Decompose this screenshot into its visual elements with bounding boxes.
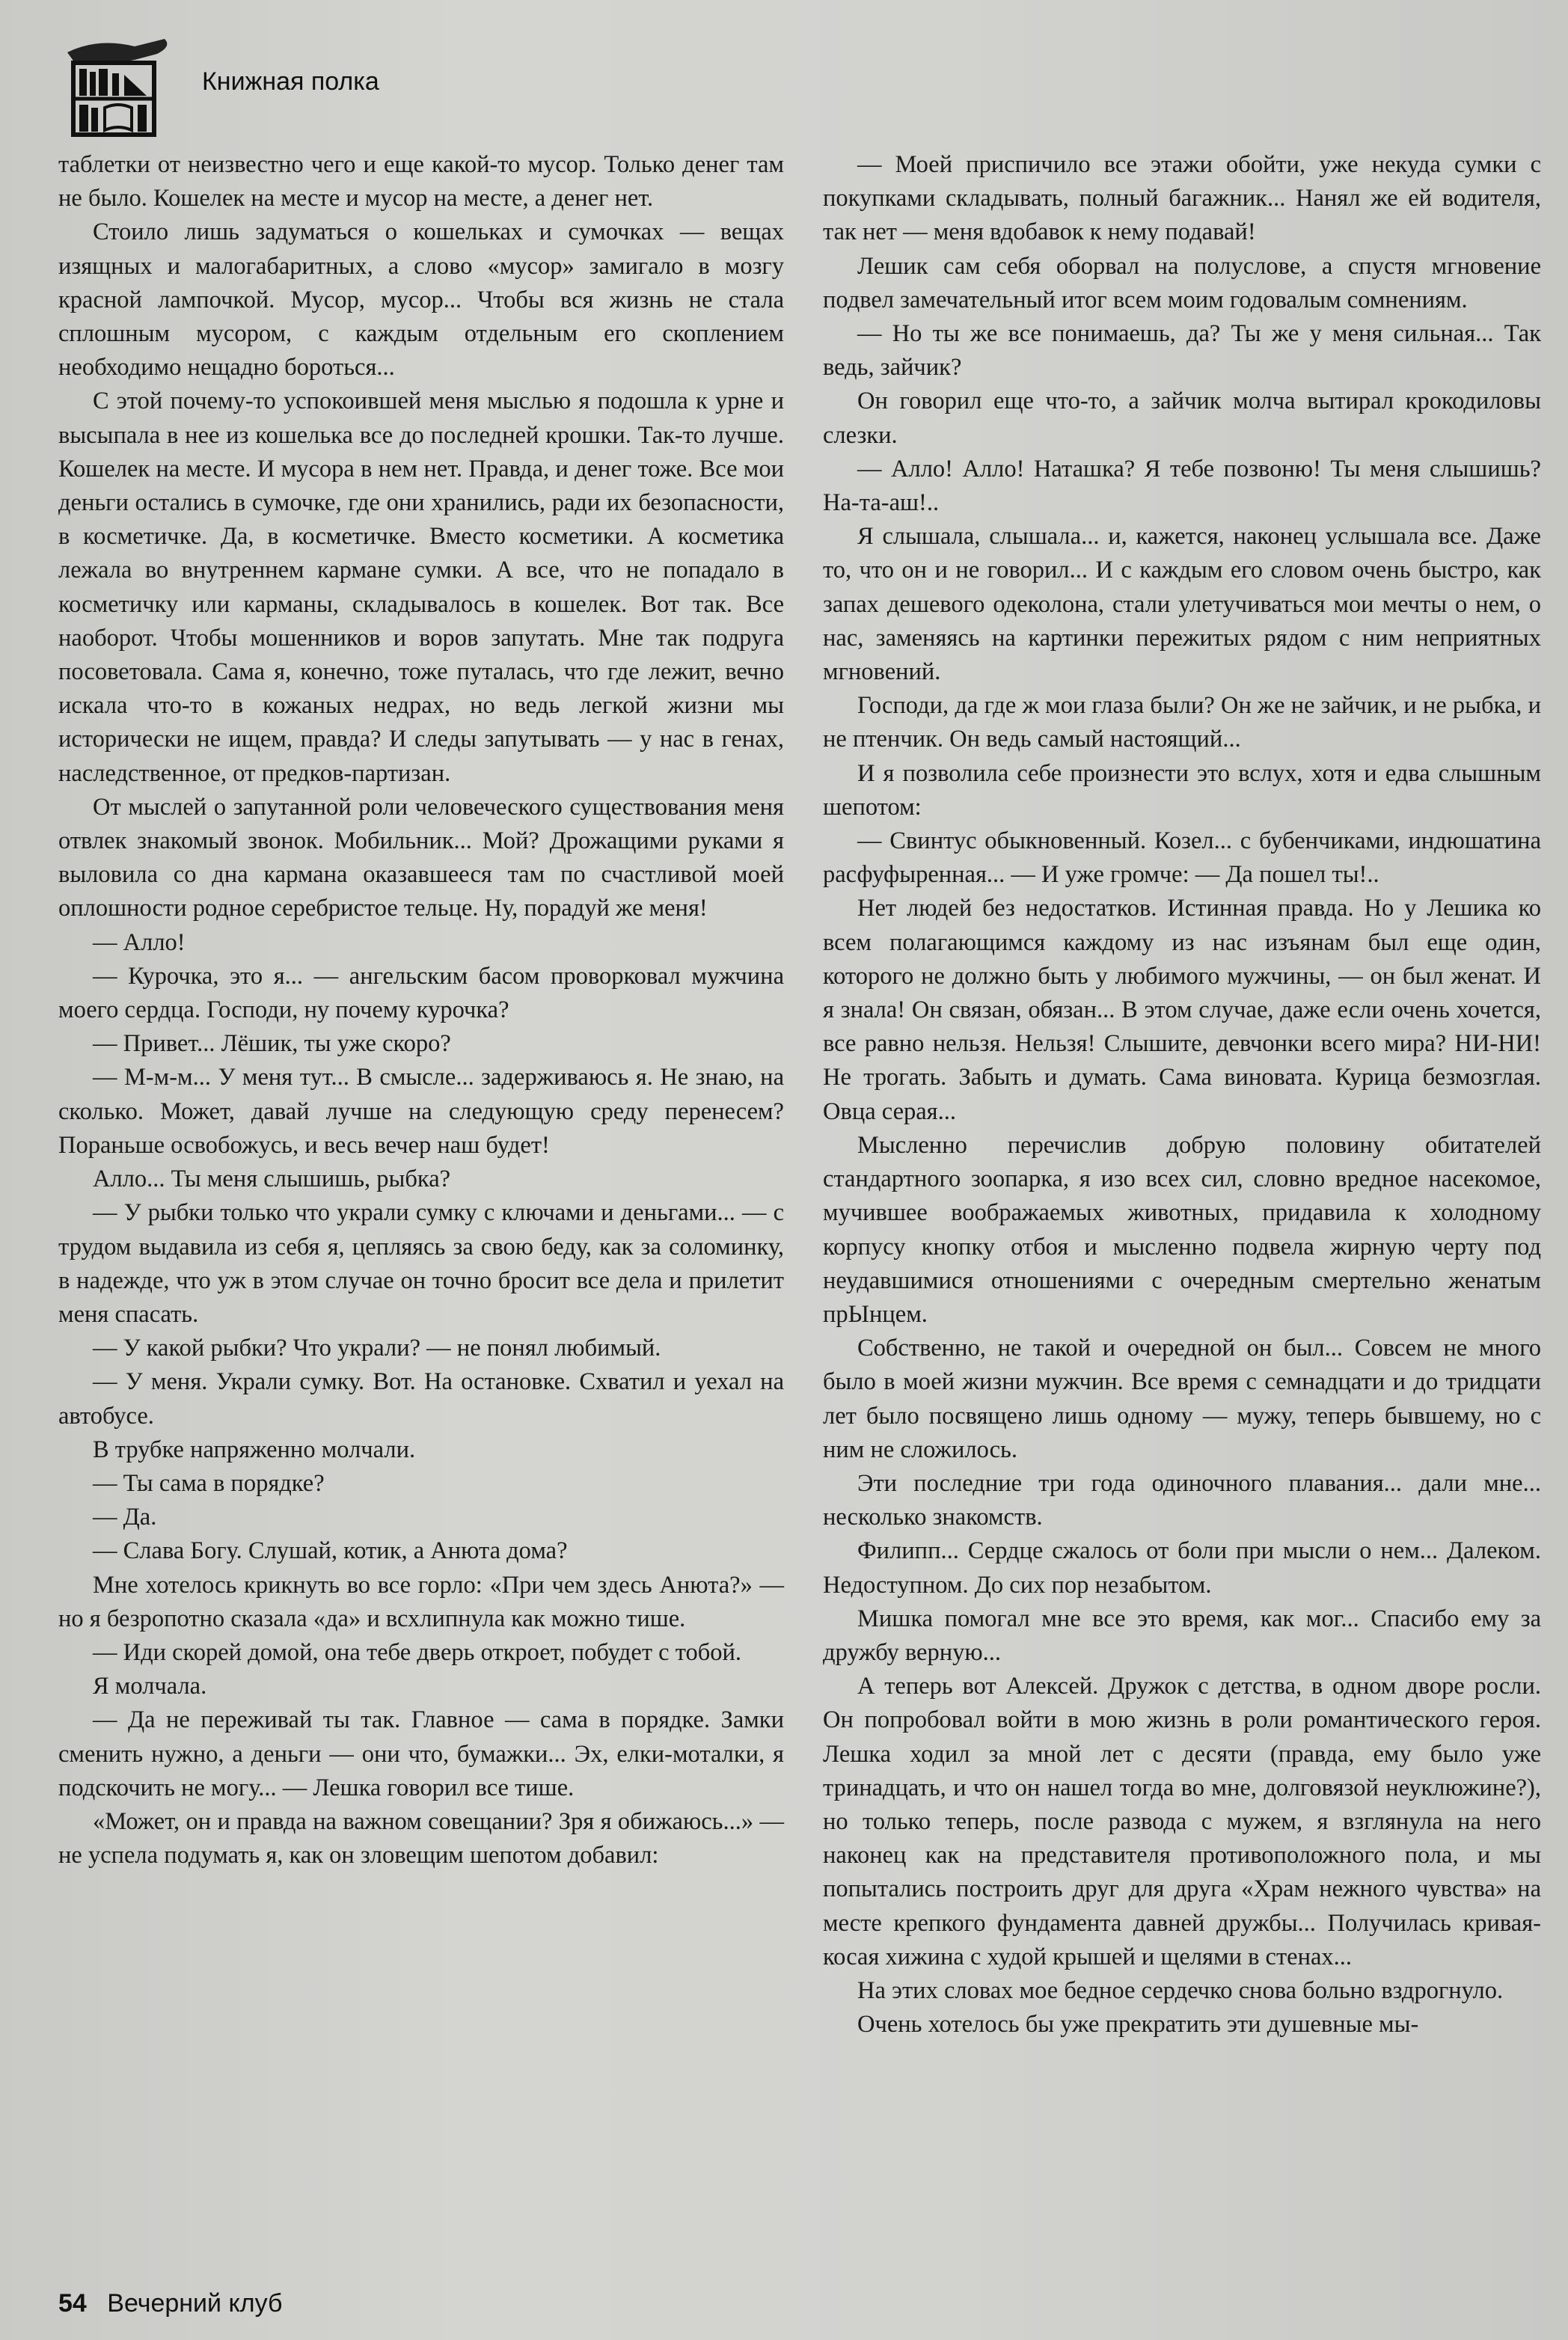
- paragraph: — Иди скорей домой, она тебе дверь откроет, побудет с тобой.: [93, 1638, 742, 1666]
- paragraph: Собственно, не такой и очередной он был... Совсем не много было в моей жизни мужчин. Все время с семнадцати и до тридцати лет было посвящено лишь одному — мужу, теперь бывшему, но с ним не сложилось.: [823, 1335, 1541, 1463]
- paragraph: — Моей приспичило все этажи обойти, уже некуда сумки с покупками складывать, полный багажник... Нанял же ей водителя, так нет — меня вдобавок к нему подавай!: [823, 151, 1541, 246]
- paragraph: — Свинтус обыкновенный. Козел... с бубенчиками, индюшатина расфуфыренная... — И уже громче: — Да пошел ты!..: [823, 827, 1541, 889]
- paragraph: А теперь вот Алексей. Дружок с детства, в одном дворе росли. Он попробовал войти в мою жизнь в роли романтического героя. Лешка ходил за мной лет с десяти (правда, ему было уже тринадцать, и что он нашел тогда во мне, долговязой неуклюжине?), но только теперь, после развода с мужем, я взглянула на него наконец как на представителя противоположного пола, и мы попытались построить друг для друга «Храм нежного чувства» на месте крепкого фундамента давней дружбы... Получилась кривая-косая хижина с худой крышей и щелями в стенах...: [823, 1673, 1541, 1970]
- page-number: 54: [58, 2289, 87, 2318]
- paragraph: — Слава Богу. Слушай, котик, а Анюта дома?: [93, 1537, 568, 1565]
- paragraph: — Курочка, это я... — ангельским басом проворковал мужчина моего сердца. Господи, ну почему курочка?: [58, 962, 784, 1024]
- paragraph: — Но ты же все понимаешь, да? Ты же у меня сильная... Так ведь, зайчик?: [823, 320, 1541, 382]
- bookshelf-icon: [52, 30, 180, 142]
- paragraph: Мне хотелось крикнуть во все горло: «При чем здесь Анюта?» — но я безропотно сказала «да» и всхлипнула как можно тише.: [58, 1571, 784, 1632]
- paragraph: В трубке напряженно молчали.: [93, 1436, 416, 1463]
- paragraph: — Привет... Лёшик, ты уже скоро?: [93, 1030, 451, 1058]
- paragraph: Господи, да где ж мои глаза были? Он же не зайчик, и не рыбка, и не птенчик. Он ведь самый настоящий...: [823, 692, 1541, 753]
- paragraph: Алло... Ты меня слышишь, рыбка?: [93, 1166, 451, 1193]
- paragraph: Он говорил еще что-то, а зайчик молча вытирал крокодиловы слезки.: [823, 388, 1541, 449]
- paragraph: «Может, он и правда на важном совещании? Зря я обижаюсь...» — не успела подумать я, как он зловещим шепотом добавил:: [58, 1807, 784, 1869]
- paragraph: Я слышала, слышала... и, кажется, наконец услышала все. Даже то, что он и не говорил... И с каждым его словом очень быстро, как запах дешевого одеколона, стали улетучиваться мои мечты о нем, о нас, заменяясь на картинки пережитых рядом с ним неприятных мгновений.: [823, 523, 1541, 686]
- paragraph: — Да.: [93, 1504, 157, 1531]
- text-column-right: [823, 148, 1541, 2042]
- magazine-name: Вечерний клуб: [107, 2289, 283, 2318]
- paragraph: Мишка помогал мне все это время, как мог... Спасибо ему за дружбу верную...: [823, 1605, 1541, 1666]
- paragraph: — Алло!: [93, 928, 186, 956]
- paragraph: Филипп... Сердце сжалось от боли при мысли о нем... Далеком. Недоступном. До сих пор незабытом.: [823, 1537, 1541, 1599]
- paragraph: Эти последние три года одиночного плавания... дали мне... несколько знакомств.: [823, 1469, 1541, 1531]
- paragraph: На этих словах мое бедное сердечко снова больно вздрогнуло.: [857, 1976, 1504, 2004]
- paragraph: — Алло! Алло! Наташка? Я тебе позвоню! Ты меня слышишь? На-та-аш!..: [823, 455, 1541, 517]
- page-header: [45, 22, 718, 142]
- paragraph: От мыслей о запутанной роли человеческого существования меня отвлек знакомый звонок. Мобильник... Мой? Дрожащими руками я выловила со дна кармана оказавшееся там по счастливой моей оплошности родное серебристое тельце. Ну, порадуй же меня!: [58, 793, 784, 922]
- section-title: Книжная полка: [202, 67, 379, 96]
- paragraph: Мысленно перечислив добрую половину обитателей стандартного зоопарка, я изо всех сил, словно вредное насекомое, мучившее воображаемых животных, придавила к холодному корпусу кнопку отбоя и мысленно подвела жирную черту под неудавшимися отношениями с очередным смертельно женатым прЫнцем.: [823, 1131, 1541, 1328]
- paragraph: Лешик сам себя оборвал на полуслове, а спустя мгновение подвел замечательный итог всем моим годовалым сомнениям.: [823, 252, 1541, 313]
- page-footer: [58, 2289, 282, 2318]
- paragraph: таблетки от неизвестно чего и еще какой-то мусор. Только денег там не было. Кошелек на месте и мусор на месте, а денег нет.: [58, 151, 784, 212]
- text-column-left: [58, 148, 784, 1872]
- paragraph: — Да не переживай ты так. Главное — сама в порядке. Замки сменить нужно, а деньги — они что, бумажки... Эх, елки-моталки, я подскочить не могу... — Лешка говорил все тише.: [58, 1706, 784, 1801]
- paragraph: — У рыбки только что украли сумку с ключами и деньгами... — с трудом выдавила из себя я, цепляясь за свою беду, как за соломинку, в надежде, что уж в этом случае он точно бросит все дела и прилетит меня спасать.: [58, 1199, 784, 1328]
- paragraph: Очень хотелось бы уже прекратить эти душевные мы-: [857, 2011, 1419, 2039]
- paragraph: — Ты сама в порядке?: [93, 1469, 325, 1497]
- paragraph: — М-м-м... У меня тут... В смысле... задерживаюсь я. Не знаю, на сколько. Может, давай лучше на следующую среду перенесем? Пораньше освобожусь, и весь вечер наш будет!: [58, 1064, 784, 1159]
- paragraph: И я позволила себе произнести это вслух, хотя и едва слышным шепотом:: [823, 759, 1541, 821]
- paragraph: — У меня. Украли сумку. Вот. На остановке. Схватил и уехал на автобусе.: [58, 1368, 784, 1430]
- paragraph: С этой почему-то успокоившей меня мыслью я подошла к урне и высыпала в нее из кошелька все до последней крошки. Так-то лучше. Кошелек на месте. И мусора в нем нет. Правда, и денег тоже. Все мои деньги остались в сумочке, где они хранились, ради их безопасности, в косметичке. Да, в косметичке. Вместо косметики. А косметика лежала во внутреннем кармане сумки. А все, что не попадало в косметичку или карманы, складывалось в кошелек. Вот так. Все наоборот. Чтобы мошенников и воров запутать. Мне так подруга посоветовала. Сама я, конечно, тоже путалась, что где лежит, вечно искала что-то в кожаных недрах, но ведь легкой жизни мы исторически не ищем, правда? И следы запутывать — у нас в генах, наследственное, от предков-партизан.: [58, 388, 784, 787]
- paragraph: Я молчала.: [93, 1673, 207, 1700]
- paragraph: — У какой рыбки? Что украли? — не понял любимый.: [93, 1335, 661, 1362]
- paragraph: Стоило лишь задуматься о кошельках и сумочках — вещах изящных и малогабаритных, а слово «мусор» замигало в мозгу красной лампочкой. Мусор, мусор... Чтобы вся жизнь не стала сплошным мусором, с каждым отдельным его скоплением необходимо нещадно бороться...: [58, 218, 784, 382]
- paragraph: Нет людей без недостатков. Истинная правда. Но у Лешика ко всем полагающимся каждому из нас изъянам был еще один, которого не должно быть у любимого мужчины, — он был женат. И я знала! Он связан, обязан... В этом случае, даже если очень хочется, все равно нельзя. Нельзя! Слышите, девчонки всего мира? НИ-НИ! Не трогать. Забыть и думать. Сама виновата. Курица безмозглая. Овца серая...: [823, 895, 1541, 1125]
